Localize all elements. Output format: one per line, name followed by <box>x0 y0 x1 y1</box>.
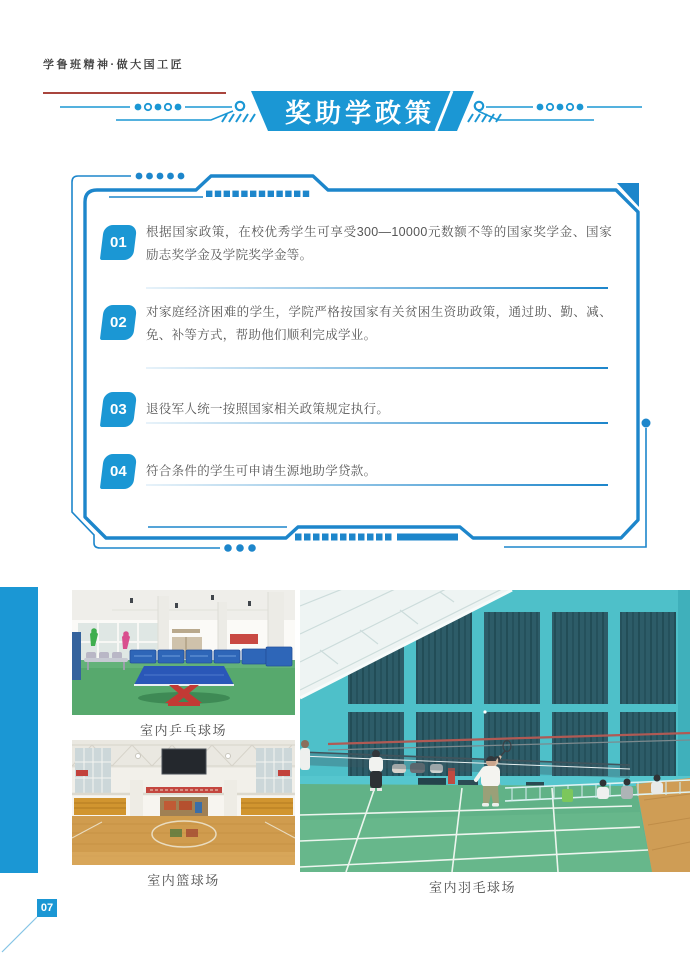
policy-text: 符合条件的学生可申请生源地助学贷款。 <box>146 464 377 478</box>
photo-basketball <box>72 740 295 865</box>
photo-caption: 室内篮球场 <box>147 873 220 888</box>
photo-caption: 室内乒乓球场 <box>139 723 227 738</box>
policy-text: 根据国家政策，在校优秀学生可享受300—10000元数额不等的国家奖学金、国家励志奖学金及学院奖学金等。 <box>146 225 612 262</box>
photo-caption: 室内羽毛球场 <box>428 880 516 895</box>
shuttlecock <box>483 710 486 713</box>
page-corner-line <box>2 917 37 952</box>
photo-table-tennis <box>72 590 295 715</box>
court-barriers <box>130 647 292 666</box>
policy-number-badge: 04 <box>100 454 137 489</box>
policy-number-badge: 02 <box>100 305 137 340</box>
badminton-illustration <box>300 590 690 872</box>
red-poster <box>230 634 258 644</box>
policy-item <box>102 301 614 347</box>
table-tennis-illustration <box>72 590 295 715</box>
page-slogan: 学鲁班精神·做大国工匠 <box>43 59 185 71</box>
photo-badminton <box>300 590 690 872</box>
policy-divider <box>146 422 608 424</box>
player-left-edge <box>300 740 310 770</box>
policy-divider <box>146 367 608 369</box>
policy-divider <box>146 484 608 486</box>
page-number-badge: 07 <box>37 899 57 917</box>
policy-text: 退役军人统一按照国家相关政策规定执行。 <box>146 402 390 416</box>
scoreboard <box>162 749 206 774</box>
policy-item <box>102 221 614 267</box>
banner-title: 奖助学政策 <box>284 98 435 128</box>
basketball-illustration <box>72 740 295 865</box>
slogan-underline <box>43 92 226 94</box>
side-accent-bar <box>0 587 38 873</box>
policy-text: 对家庭经济困难的学生，学院严格按国家有关贫困生资助政策，通过助、勤、减、免、补等方式，帮助他们顺利完成学业。 <box>146 305 612 342</box>
policy-number-badge: 03 <box>100 392 137 427</box>
policy-divider <box>146 287 608 289</box>
policy-number-badge: 01 <box>100 225 137 260</box>
